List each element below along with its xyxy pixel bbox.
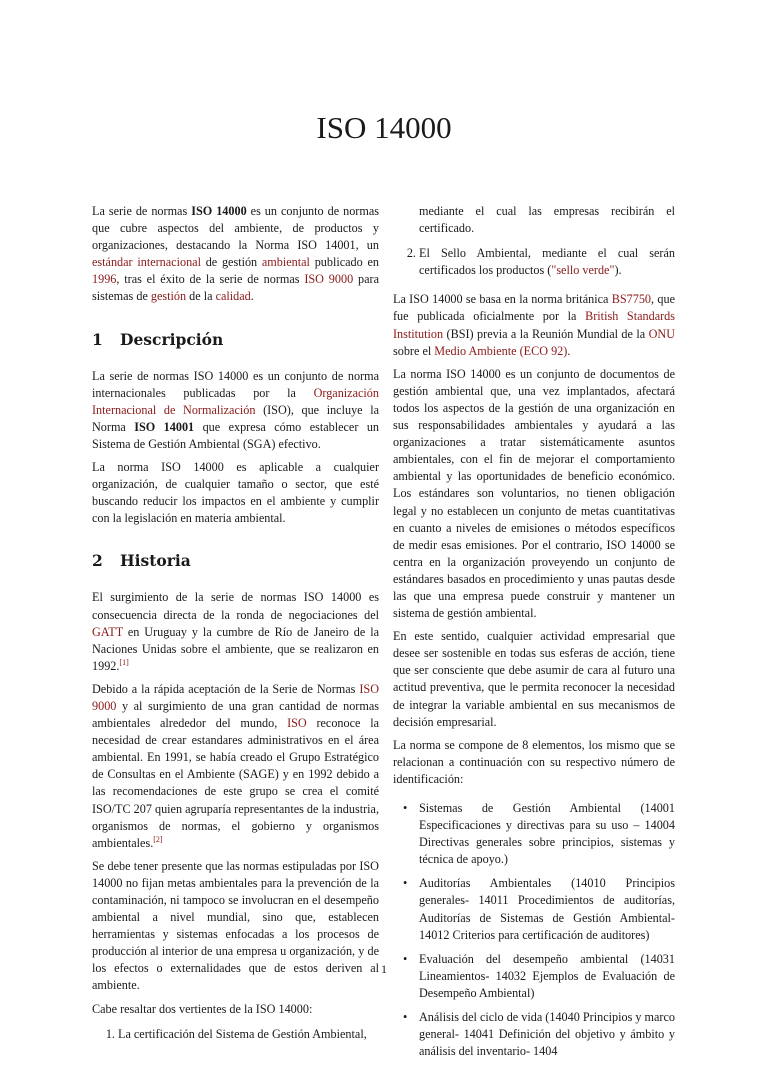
historia-paragraph-4: Cabe resaltar dos vertientes de la ISO 14000: [92, 1001, 313, 1016]
link-estandar-internacional[interactable]: estándar internacional [92, 255, 201, 270]
link-gatt[interactable]: GATT [92, 624, 123, 639]
list-item: • Sistemas de Gestión Ambiental (14001 Especificaciones y directivas para su uso – 14004 Directivas generales sobre principios, sistemas y técnica de apoyo.) [419, 800, 675, 868]
reference-2[interactable]: [2] [153, 834, 163, 844]
link-onu[interactable]: ONU [648, 326, 675, 341]
historia-paragraph-1: El surgimiento de la serie de normas ISO 14000 es consecuencia directa de la ronda de negociaciones del GATT en Uruguay y la cumbre de Río de Janeiro de la Naciones Unidas sobre el ambiente, que se realizaron en 1992.[1] [92, 590, 379, 673]
right-paragraph-3: En este sentido, cualquier actividad empresarial que desee ser sostenible en todas sus esferas de acción, tiene que ser consciente que debe asumir de cara al futuro una actitud preventiva, que le permita reconocer la necesidad de integrar la variable ambiental en sus mecanismos de decisión empresarial. [393, 629, 675, 729]
link-iso-9000-2[interactable]: ISO 9000 [92, 681, 379, 713]
list-item: • Auditorías Ambientales (14010 Principios generales- 14011 Procedimientos de auditorías, Auditorías de Sistemas de Gestión Ambiental-14012 Criterios para certificación de auditores) [419, 875, 675, 943]
right-paragraph-2: La norma ISO 14000 es un conjunto de documentos de gestión ambiental que, una vez implantados, afectará todos los aspectos de la gestión de una organización en sus responsabilidades ambientales y ayudará a las organizaciones a tratar sistemáticamente asuntos ambientales, con el fin de mejorar el comportamiento ambiental y las oportunidades de beneficio económico. Los estándares son voluntarios, no tienen obligación legal y no establecen un conjunto de metas cuantitativas en cuanto a niveles de emisiones o métodos específicos de medir esas emisiones. Por el contrario, ISO 14000 se centra en la organización proveyendo un conjunto de estándares basados en procedimiento y unas pautas desde las que una empresa puede construir y mantener un sistema de gestión ambiental. [393, 366, 675, 621]
right-paragraph-1: La ISO 14000 se basa en la norma británica BS7750, que fue publicada oficialmente por la British Standards Institution (BSI) previa a la Reunión Mundial de la ONU sobre el Medio Ambiente (ECO 92). [393, 292, 676, 358]
right-column [393, 203, 675, 1067]
list-item: 1. La certificación del Sistema de Gestión Ambiental, [118, 1026, 379, 1043]
list-item-continuation: mediante el cual las empresas recibirán el certificado. [419, 204, 675, 236]
link-organizacion-internacional[interactable]: Organización Internacional de Normalización [92, 385, 379, 417]
elementos-list [393, 800, 675, 1060]
link-iso[interactable]: ISO [287, 716, 307, 731]
vertientes-list [92, 1026, 379, 1043]
link-iso-9000[interactable]: ISO 9000 [304, 272, 354, 287]
link-bs7750[interactable]: BS7750 [611, 292, 652, 307]
right-paragraph-4: La norma se compone de 8 elementos, los mismo que se relacionan a continuación con su respectivo número de identificación: [393, 737, 675, 786]
link-medio-ambiente-eco92[interactable]: Medio Ambiente (ECO 92) [434, 343, 568, 358]
left-column [92, 203, 379, 1050]
descripcion-paragraph-1: La serie de normas ISO 14000 es un conjunto de norma internacionales publicadas por la Organización Internacional de Normalización (ISO), que incluye la Norma ISO 14001 que expresa cómo establecer un Sistema de Gestión Ambiental (SGA) efectivo. [92, 368, 380, 451]
link-gestion[interactable]: gestión [150, 289, 187, 304]
link-british-standards-institution[interactable]: British Standards Institution [393, 309, 676, 341]
link-ambiental[interactable]: ambiental [261, 255, 310, 270]
vertientes-list-cont [393, 245, 675, 279]
historia-paragraph-2: Debido a la rápida aceptación de la Serie de Normas ISO 9000 y al surgimiento de una gran cantidad de normas ambientales alrededor del mundo, ISO reconoce la necesidad de crear estandares administrativos en el área ambiental. En 1991, se había creado el Grupo Estratégico de Consultas en el Ambiente (SAGE) y en 1992 debido a las recomendaciones de este grupo se crea el comité ISO/TC 207 quien agruparía representantes de la industria, organismos de normas, el gobierno y organismos ambientales.[2] [92, 681, 379, 850]
descripcion-paragraph-2: La norma ISO 14000 es aplicable a cualquier organización, de cualquier tamaño o sector, que esté buscando reducir los impactos en el ambiente y cumplir con la legislación en materia ambiental. [92, 460, 379, 526]
historia-paragraph-3: Se debe tener presente que las normas estipuladas por ISO 14000 no fijan metas ambientales para la prevención de la contaminación, ni tampoco se involucran en el desempeño ambiental a nivel mundial, sino que, establecen herramientas y sistemas enfocadas a los procesos de producción al interior de una empresa u organización, y de los efectos o externalidades que de estos deriven al ambiente. [92, 858, 379, 993]
reference-1[interactable]: [1] [119, 657, 129, 667]
page-number: 1 [381, 962, 387, 976]
section-heading-historia: 2 Historia [92, 551, 191, 571]
intro-paragraph: La serie de normas ISO 14000 es un conjunto de normas que cubre aspectos del ambiente, de productos y organizaciones, destacando la Norma ISO 14001, un estándar internacional de gestión ambiental publicado en 1996, tras el éxito de la serie de normas ISO 9000 para sistemas de gestión de la calidad. [92, 204, 379, 304]
list-item: • Evaluación del desempeño ambiental (14031 Lineamientos- 14032 Ejemplos de Evaluación de Desempeño Ambiental) [419, 951, 675, 1002]
list-item: 2. El Sello Ambiental, mediante el cual serán certificados los productos ("sello verde"). [419, 245, 675, 279]
link-calidad[interactable]: calidad [215, 289, 251, 304]
link-1996[interactable]: 1996 [92, 272, 117, 287]
link-sello-verde[interactable]: "sello verde" [551, 263, 615, 278]
list-item: • Análisis del ciclo de vida (14040 Principios y marco general- 14041 Definición del objetivo y ámbito y análisis del inventario- 1404 [419, 1009, 675, 1060]
page-title: ISO 14000 [316, 110, 452, 145]
section-heading-descripcion: 1 Descripción [92, 329, 224, 349]
